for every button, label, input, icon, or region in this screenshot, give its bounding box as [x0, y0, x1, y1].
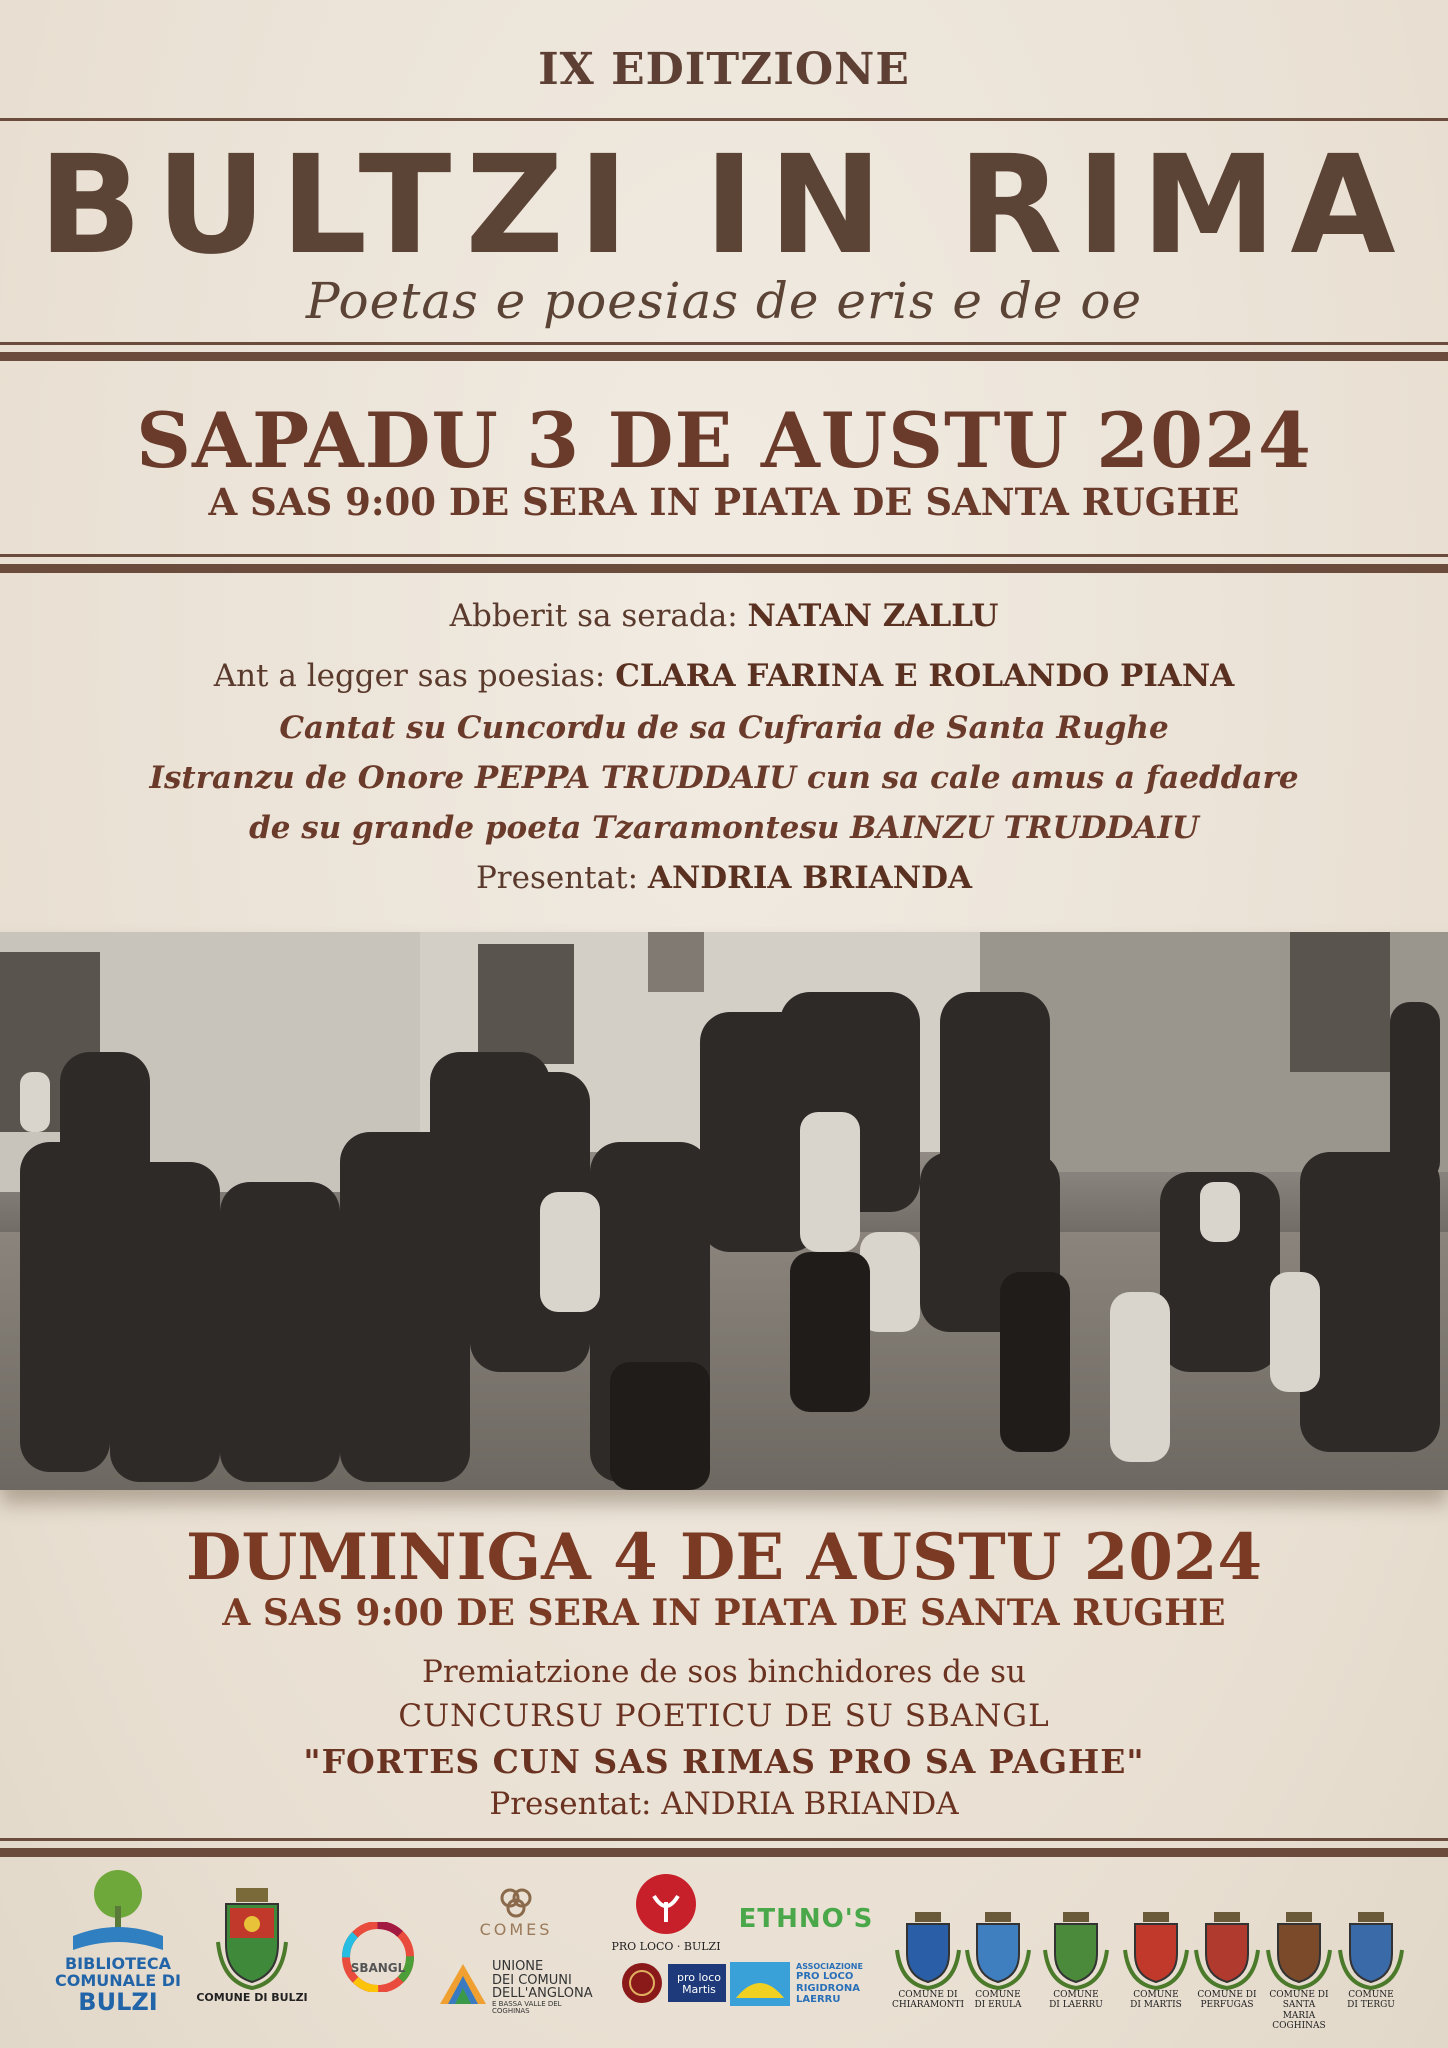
pro-loco-emblem-icon — [634, 1872, 698, 1936]
comune-tergu-line-2: DI TERGU — [1347, 2000, 1395, 2011]
sdg-wheel-icon — [330, 1922, 426, 1992]
event-title: BULTZI IN RIMA — [38, 127, 1410, 285]
assoc-line-1: ASSOCIAZIONE — [796, 1962, 863, 1971]
day2-presenter: Presentat: ANDRIA BRIANDA — [489, 1786, 959, 1822]
coat-of-arms-icon — [1121, 1910, 1191, 1990]
assoc-line-2: PRO LOCO — [796, 1971, 854, 1983]
comune-chiaramonti-line-1: COMUNE DI — [898, 1990, 958, 2000]
guest-line-1: Istranzu de Onore PEPPA TRUDDAIU cun sa cale amus a faeddare — [149, 760, 1299, 796]
logo-assoc-laerru — [730, 1962, 870, 2006]
comune-martis-line-1: COMUNE — [1133, 1990, 1179, 2000]
presenter-line — [0, 860, 1448, 896]
coat-of-arms-icon — [893, 1910, 963, 1990]
divider — [0, 1838, 1448, 1841]
logo-comes — [456, 1886, 576, 1939]
opening-line — [0, 598, 1448, 634]
event-subtitle: Poetas e poesias de eris e de oe — [305, 272, 1143, 330]
divider — [0, 352, 1448, 361]
tree-book-icon — [63, 1866, 173, 1956]
assoc-line-4: LAERRU — [796, 1994, 841, 2006]
comune-laerru-line-2: DI LAERRU — [1049, 2000, 1103, 2011]
guest-line-2: de su grande poeta Tzaramontesu BAINZU TRUDDAIU — [249, 810, 1199, 846]
presenter-name: ANDRIA BRIANDA — [647, 860, 973, 896]
logo-ethnos — [736, 1904, 876, 1934]
award-line-1: Premiatzione de sos binchidores de su — [421, 1654, 1027, 1690]
knot-icon — [496, 1886, 536, 1920]
laerru-assoc-icon — [730, 1962, 790, 2006]
edition-label: IX EDITZIONE — [538, 44, 910, 95]
day2-time-place: A SAS 9:00 DE SERA IN PIATA DE SANTA RUGHE — [222, 1592, 1226, 1634]
coat-of-arms-icon — [1264, 1910, 1334, 1990]
comune-chiaramonti-line-2: CHIARAMONTI — [891, 2000, 965, 2011]
comune-laerru-line-1: COMUNE — [1053, 1990, 1099, 2000]
assoc-line-3: RIGIDRONA — [796, 1982, 860, 1994]
award-line-3: "FORTES CUN SAS RIMAS PRO SA PAGHE" — [303, 1742, 1145, 1781]
biblioteca-line-3: BULZI — [78, 1987, 158, 2016]
award-line-2: CUNCURSU POETICU DE SU SBANGL — [398, 1698, 1050, 1734]
unione-line-2: DEI COMUNI — [492, 1972, 572, 1988]
logo-comune-chiaramonti — [886, 1910, 970, 2011]
divider — [0, 564, 1448, 573]
coat-of-arms-icon — [1336, 1910, 1406, 1990]
comune-perfugas-line-2: PERFUGAS — [1200, 2000, 1254, 2011]
presenter-label: Presentat: — [475, 860, 639, 896]
logo-biblioteca — [48, 1866, 188, 2015]
day1-time-place: A SAS 9:00 DE SERA IN PIATA DE SANTA RUGHE — [208, 480, 1240, 524]
comune-erula-line-2: DI ERULA — [974, 2000, 1022, 2011]
divider — [0, 1848, 1448, 1857]
proloco-martis-label: pro loco Martis — [676, 1971, 722, 1997]
comune-smc-line-1: COMUNE DI SANTA — [1269, 1990, 1329, 2011]
comune-erula-line-1: COMUNE — [975, 1990, 1021, 2000]
readers-line — [0, 658, 1448, 694]
sbangl-label: SBANGL — [350, 1961, 406, 1975]
logo-comune-tergu — [1336, 1910, 1406, 2011]
coat-of-arms-icon — [963, 1910, 1033, 1990]
biblioteca-line-2: COMUNALE DI — [55, 1970, 181, 1990]
logo-comune-perfugas — [1190, 1910, 1264, 2011]
comune-tergu-line-1: COMUNE — [1348, 1990, 1394, 2000]
logo-comune-santa-maria-coghinas — [1256, 1910, 1342, 2031]
comune-bulzi-label: COMUNE DI BULZI — [196, 1991, 308, 2004]
opening-label: Abberit sa serada: — [449, 598, 738, 634]
choir-line: Cantat su Cuncordu de sa Cufraria de Santa Rughe — [279, 710, 1169, 746]
coat-of-arms-icon — [1192, 1910, 1262, 1990]
historic-crowd-photo — [0, 932, 1448, 1490]
divider — [0, 118, 1448, 121]
readers-names: CLARA FARINA E ROLANDO PIANA — [615, 658, 1235, 694]
comune-martis-line-2: DI MARTIS — [1130, 2000, 1182, 2011]
logo-comune-bulzi — [196, 1882, 308, 2005]
logo-proloco-martis — [620, 1958, 730, 2012]
logo-sbangl — [330, 1922, 426, 1976]
unione-sub: E BASSA VALLE DEL COGHINAS — [492, 1999, 562, 2016]
biblioteca-line-1: BIBLIOTECA — [64, 1954, 172, 1973]
logo-unione-comuni — [438, 1960, 598, 2016]
divider — [0, 554, 1448, 557]
logo-comune-martis — [1116, 1910, 1196, 2011]
proloco-bulzi-label: PRO LOCO · BULZI — [611, 1940, 721, 1953]
unione-line-3: DELL'ANGLONA — [492, 1986, 593, 2002]
comune-smc-line-2: MARIA COGHINAS — [1272, 2010, 1326, 2032]
triangle-icon — [438, 1962, 488, 2006]
opening-name: NATAN ZALLU — [747, 598, 999, 634]
day2-date: DUMINIGA 4 DE AUSTU 2024 — [185, 1520, 1263, 1595]
readers-label: Ant a legger sas poesias: — [213, 658, 606, 694]
divider — [0, 342, 1448, 345]
coat-of-arms-icon — [212, 1882, 292, 1992]
logo-proloco-bulzi — [606, 1872, 726, 1953]
logo-comune-laerru — [1036, 1910, 1116, 2011]
day1-date: SAPADU 3 DE AUSTU 2024 — [136, 396, 1312, 485]
ethnos-label: ETHNO'S — [738, 1904, 874, 1934]
unione-line-1: UNIONE — [492, 1959, 544, 1974]
photo-crowd — [0, 932, 1448, 1490]
logo-comune-erula — [960, 1910, 1036, 2011]
comes-label: COMES — [479, 1920, 553, 1939]
coat-of-arms-icon — [1041, 1910, 1111, 1990]
comune-perfugas-line-1: COMUNE DI — [1197, 1990, 1257, 2000]
